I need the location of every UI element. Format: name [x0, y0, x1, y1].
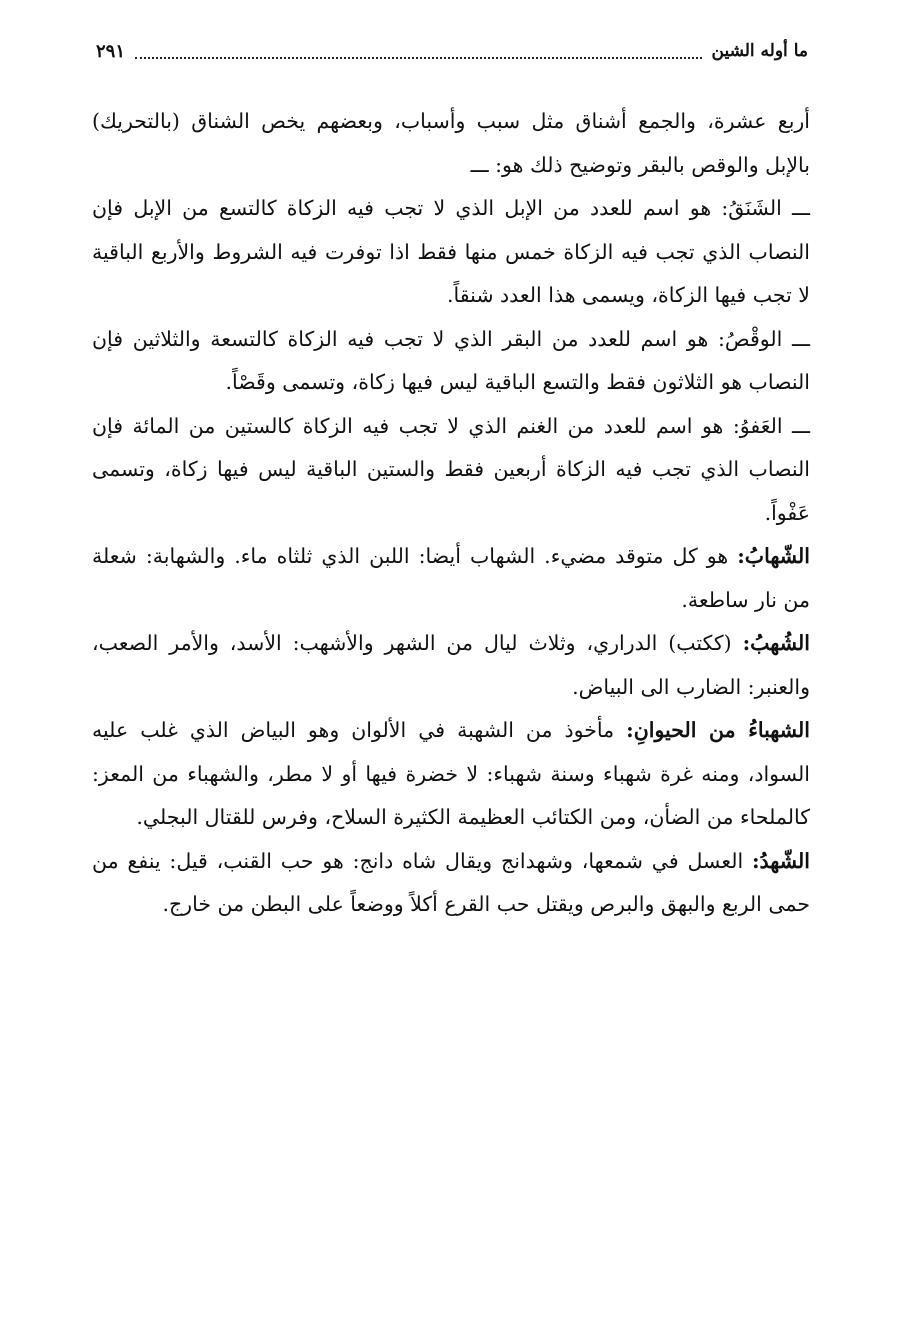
- paragraph-shanaq: [92, 187, 810, 318]
- paragraph-text: هو كل متوقد مضيء. الشهاب أيضا: اللبن الذي ثلثاه ماء. والشهابة: شعلة من نار ساطعة.: [92, 544, 810, 612]
- dotted-leader: [135, 55, 701, 59]
- paragraph-text: (ككتب) الدراري، وثلاث ليال من الشهر والأشهب: الأسد، والأمر الصعب، والعنبر: الضارب الى البياض.: [92, 631, 810, 699]
- paragraph-text: ـــ العَفوُ: هو اسم للعدد من الغنم الذي لا تجب فيه الزكاة كالستين من المائة فإن النصاب الذي تجب فيه الزكاة أربعين فقط والستين الباقية ليس فيها زكاة، وتسمى عَفْواً.: [92, 413, 810, 525]
- page-header: [96, 36, 808, 66]
- page-number: ٢٩١: [96, 40, 126, 62]
- paragraph-text: مأخوذ من الشهبة في الألوان وهو البياض الذي غلب عليه السواد، ومنه غرة شهباء وسنة شهباء: لا خضرة فيها أو لا مطر، والشهباء من المعز: كالملحاء من الضأن، ومن الكتائب العظيمة الكثيرة السلاح، وفرس للقتال البجلي.: [92, 718, 810, 829]
- paragraph-text: أربع عشرة، والجمع أشناق مثل سبب وأسباب، وبعضهم يخص الشناق (بالتحريك) بالإبل والوقص بالبقر وتوضيح ذلك هو: ـــ: [92, 109, 810, 177]
- paragraph-text: ـــ الشَنَقُ: هو اسم للعدد من الإبل الذي لا تجب فيه الزكاة كالتسع من الإبل فإن النصاب الذي تجب فيه الزكاة خمس منها فقط اذا توفرت فيه الشروط والأربع الباقية لا تجب فيها الزكاة، ويسمى هذا العدد شنقاً.: [92, 196, 810, 307]
- paragraph-afw: [92, 405, 810, 536]
- paragraph-shahba: [92, 709, 810, 840]
- entry-term: الشّهابُ:: [737, 544, 810, 568]
- paragraph-waqs: [92, 318, 810, 405]
- entry-term: الشهباءُ من الحيوانِ:: [626, 718, 810, 742]
- entry-term: الشّهدُ:: [751, 848, 810, 873]
- paragraph-text: ـــ الوقْصُ: هو اسم للعدد من البقر الذي لا تجب فيه الزكاة كالتسعة والثلاثين فإن النصاب هو الثلاثون فقط والتسع الباقية ليس فيها زكاة، وتسمى وقَصْاً.: [92, 326, 810, 394]
- entry-term: الشُهبُ:: [742, 631, 810, 655]
- paragraph-shihab: [92, 535, 810, 622]
- paragraph-continuation: [92, 100, 810, 187]
- paragraph-shahd: [92, 840, 810, 927]
- running-title: ما أوله الشين: [711, 41, 808, 61]
- paragraph-text: العسل في شمعها، وشهدانج ويقال شاه دانج: هو حب القنب، قيل: ينفع من حمى الربع والبهق والبرص ويقتل حب القرع أكلاً ووضعاً على البطن من خارج.: [92, 848, 810, 916]
- paragraph-shuhub: [92, 622, 810, 709]
- body-text: [92, 100, 810, 927]
